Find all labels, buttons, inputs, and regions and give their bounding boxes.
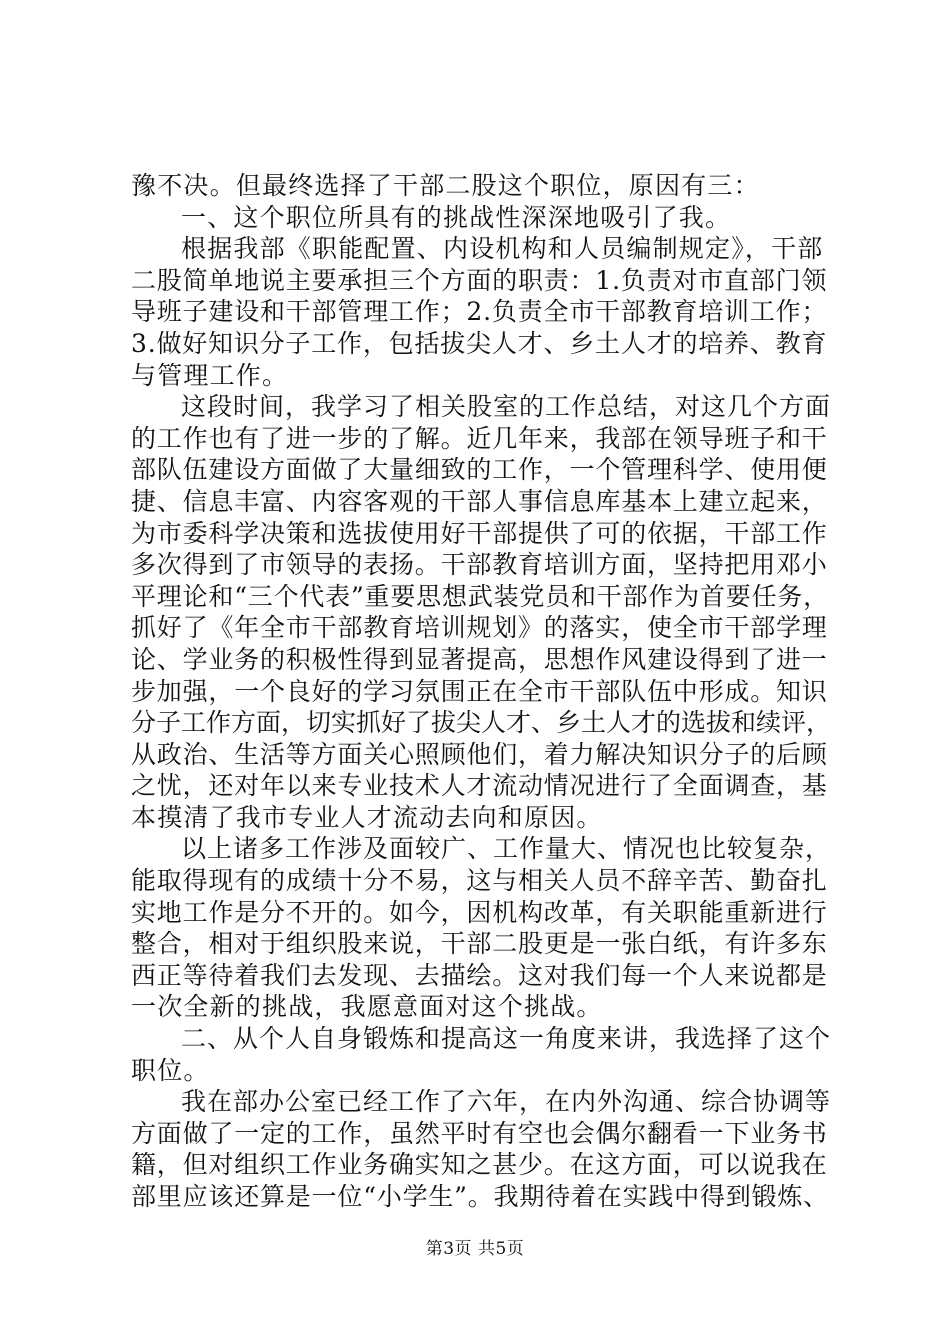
text-line: 平理论和“三个代表”重要思想武装党员和干部作为首要任务， xyxy=(131,581,829,611)
text-line: 3.做好知识分子工作，包括拔尖人才、乡土人才的培养、教育 xyxy=(131,328,828,358)
text-line: 二、从个人自身锻炼和提高这一角度来讲，我选择了这个 xyxy=(181,1024,832,1054)
text-line: 豫不决。但最终选择了干部二股这个职位，原因有三： xyxy=(131,171,760,200)
text-line: 我在部办公室已经工作了六年，在内外沟通、综合协调等 xyxy=(181,1087,832,1117)
text-line: 以上诸多工作涉及面较广、工作量大、情况也比较复杂， xyxy=(181,834,832,864)
text-line: 实地工作是分不开的。如今，因机构改革，有关职能重新进行 xyxy=(131,897,828,927)
text-line: 一次全新的挑战，我愿意面对这个挑战。 xyxy=(131,992,603,1022)
text-line: 为市委科学决策和选拔使用好干部提供了可的依据，干部工作 xyxy=(131,518,828,548)
text-line: 西正等待着我们去发现、去描绘。这对我们每一个人来说都是 xyxy=(131,960,828,990)
text-line: 整合，相对于组织股来说，干部二股更是一张白纸，有许多东 xyxy=(131,929,828,959)
page-footer: 第3页 共5页 xyxy=(425,1239,525,1259)
text-line: 一、这个职位所具有的挑战性深深地吸引了我。 xyxy=(181,202,732,232)
text-line: 籍，但对组织工作业务确实知之甚少。在这方面，可以说我在 xyxy=(131,1150,828,1180)
text-line: 方面做了一定的工作，虽然平时有空也会偶尔翻看一下业务书 xyxy=(131,1118,828,1148)
text-line: 从政治、生活等方面关心照顾他们，着力解决知识分子的后顾 xyxy=(131,739,828,769)
text-line: 之忧，还对年以来专业技术人才流动情况进行了全面调查，基 xyxy=(131,771,828,801)
text-line: 导班子建设和干部管理工作；2.负责全市干部教育培训工作； xyxy=(131,297,828,327)
text-line: 部队伍建设方面做了大量细致的工作，一个管理科学、使用便 xyxy=(131,455,828,485)
text-line: 本摸清了我市专业人才流动去向和原因。 xyxy=(131,802,603,832)
text-line: 分子工作方面，切实抓好了拔尖人才、乡土人才的选拔和续评， xyxy=(131,708,832,738)
text-line: 多次得到了市领导的表扬。干部教育培训方面，坚持把用邓小 xyxy=(131,550,828,580)
text-line: 能取得现有的成绩十分不易，这与相关人员不辞辛苦、勤奋扎 xyxy=(131,866,828,896)
text-line: 抓好了《年全市干部教育培训规划》的落实，使全市干部学理 xyxy=(131,613,828,643)
text-line: 根据我部《职能配置、内设机构和人员编制规定》，干部 xyxy=(181,234,824,264)
text-line: 捷、信息丰富、内容客观的干部人事信息库基本上建立起来， xyxy=(131,486,828,516)
document-body xyxy=(131,170,831,1213)
text-line: 这段时间，我学习了相关股室的工作总结，对这几个方面 xyxy=(181,392,832,422)
text-line: 部里应该还算是一位“小学生”。我期待着在实践中得到锻炼、 xyxy=(131,1182,829,1211)
text-line: 的工作也有了进一步的了解。近几年来，我部在领导班子和干 xyxy=(131,423,828,453)
text-line: 与管理工作。 xyxy=(131,360,289,390)
text-line: 论、学业务的积极性得到显著提高，思想作风建设得到了进一 xyxy=(131,644,828,674)
text-line: 步加强，一个良好的学习氛围正在全市干部队伍中形成。知识 xyxy=(131,676,828,706)
text-line: 职位。 xyxy=(131,1055,210,1085)
text-line: 二股简单地说主要承担三个方面的职责：1.负责对市直部门领 xyxy=(131,265,828,295)
